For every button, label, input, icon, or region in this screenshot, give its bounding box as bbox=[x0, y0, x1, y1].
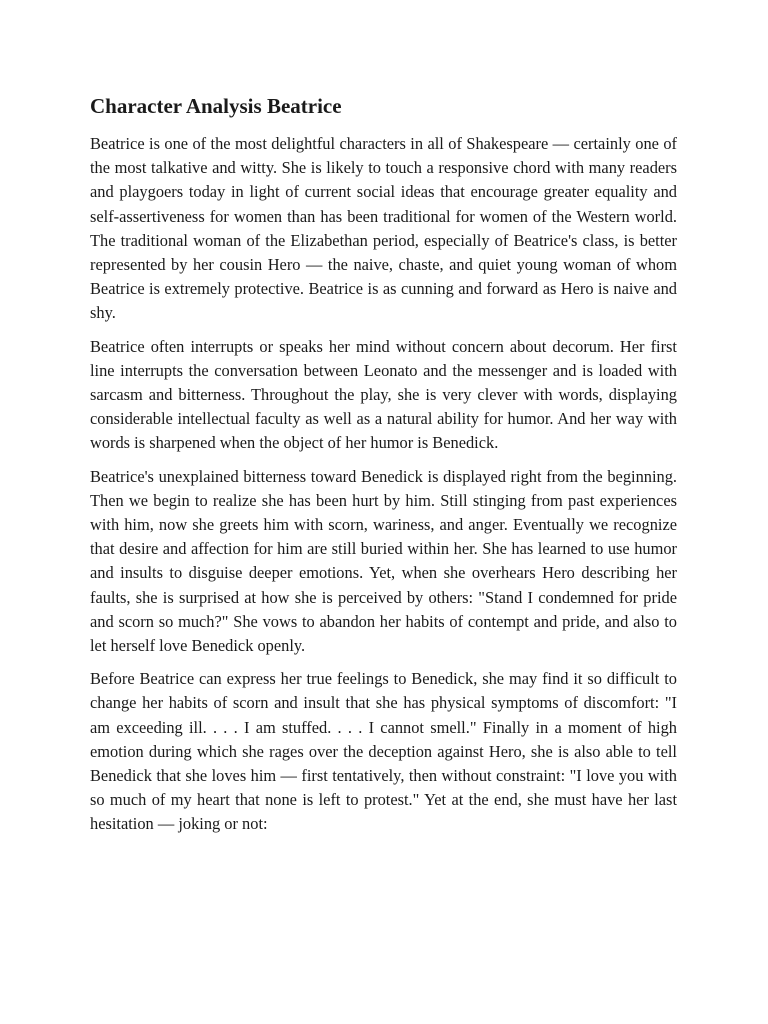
paragraph-4: Before Beatrice can express her true feelings to Benedick, she may find it so difficult to change her habits of scorn and insult that she has physical symptoms of discomfort: "I am exceeding ill. . . . I am stuffed. . . . I cannot smell." Finally in a moment of high emotion during which she rages over the deception against Hero, she is also able to tell Benedick that she loves him — first tentatively, then without constraint: "I love you with so much of my heart that none is left to protest." Yet at the end, she must have her last hesitation — joking or not: bbox=[90, 669, 677, 834]
page-title: Character Analysis Beatrice bbox=[90, 94, 342, 118]
paragraph-2: Beatrice often interrupts or speaks her mind without concern about decorum. Her first line interrupts the conversation between Leonato and the messenger and is loaded with sarcasm and bitterness. Throughout the play, she is very clever with words, displaying considerable intellectual faculty as well as a natural ability for humor. And her way with words is sharpened when the object of her humor is Benedick. bbox=[90, 336, 677, 453]
document-page bbox=[90, 92, 677, 846]
paragraph-1: Beatrice is one of the most delightful characters in all of Shakespeare — certainly one of the most talkative and witty. She is likely to touch a responsive chord with many readers and playgoers today in light of current social ideas that encourage greater equality and self-assertiveness for women than has been traditional for women of the Western world. The traditional woman of the Elizabethan period, especially of Beatrice's class, is better represented by her cousin Hero — the naive, chaste, and quiet young woman of whom Beatrice is extremely protective. Beatrice is as cunning and forward as Hero is naive and shy. bbox=[90, 134, 677, 323]
paragraph-3: Beatrice's unexplained bitterness toward Benedick is displayed right from the beginning. Then we begin to realize she has been hurt by him. Still stinging from past experiences with him, now she greets him with scorn, wariness, and anger. Eventually we recognize that desire and affection for him are still buried within her. She has learned to use humor and insults to disguise deeper emotions. Yet, when she overhears Hero describing her faults, she is surprised at how she is perceived by others: "Stand I condemned for pride and scorn so much?" She vows to abandon her habits of contempt and pride, and also to let herself love Benedick openly. bbox=[90, 466, 677, 656]
